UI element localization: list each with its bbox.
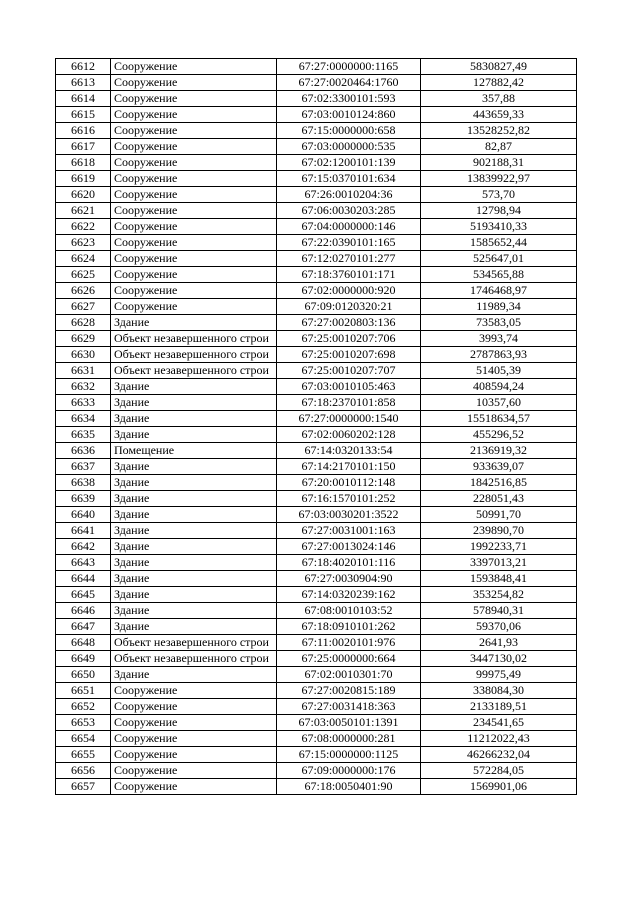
table-row	[56, 779, 577, 795]
cadastral-value-cell: 573,70	[421, 187, 577, 203]
table-row	[56, 715, 577, 731]
table-row	[56, 763, 577, 779]
table-row	[56, 459, 577, 475]
cadastral-value-cell: 1746468,97	[421, 283, 577, 299]
cadastral-value-cell: 572284,05	[421, 763, 577, 779]
row-number-cell: 6615	[56, 107, 111, 123]
object-type-cell: Сооружение	[111, 683, 277, 699]
row-number-cell: 6652	[56, 699, 111, 715]
row-number-cell: 6642	[56, 539, 111, 555]
cadastral-value-cell: 5193410,33	[421, 219, 577, 235]
object-type-cell: Здание	[111, 475, 277, 491]
object-type-cell: Сооружение	[111, 123, 277, 139]
cadastral-value-cell: 10357,60	[421, 395, 577, 411]
row-number-cell: 6644	[56, 571, 111, 587]
cadastral-value-cell: 3447130,02	[421, 651, 577, 667]
cadastral-value-cell: 408594,24	[421, 379, 577, 395]
object-type-cell: Здание	[111, 667, 277, 683]
table-row	[56, 619, 577, 635]
row-number-cell: 6633	[56, 395, 111, 411]
object-type-cell: Сооружение	[111, 699, 277, 715]
cadastral-value-cell: 353254,82	[421, 587, 577, 603]
cadastral-number-cell: 67:18:4020101:116	[277, 555, 421, 571]
cadastral-number-cell: 67:03:0010124:860	[277, 107, 421, 123]
cadastral-value-cell: 99975,49	[421, 667, 577, 683]
object-type-cell: Сооружение	[111, 267, 277, 283]
cadastral-value-cell: 15518634,57	[421, 411, 577, 427]
object-type-cell: Объект незавершенного строи	[111, 347, 277, 363]
row-number-cell: 6616	[56, 123, 111, 139]
table-row	[56, 91, 577, 107]
cadastral-number-cell: 67:09:0120320:21	[277, 299, 421, 315]
cadastral-number-cell: 67:27:0020464:1760	[277, 75, 421, 91]
row-number-cell: 6635	[56, 427, 111, 443]
cadastral-number-cell: 67:27:0020815:189	[277, 683, 421, 699]
object-type-cell: Здание	[111, 539, 277, 555]
cadastral-value-cell: 3993,74	[421, 331, 577, 347]
cadastral-value-cell: 3397013,21	[421, 555, 577, 571]
cadastral-value-cell: 2133189,51	[421, 699, 577, 715]
table-row	[56, 555, 577, 571]
object-type-cell: Сооружение	[111, 75, 277, 91]
table-row	[56, 523, 577, 539]
cadastral-value-cell: 1842516,85	[421, 475, 577, 491]
object-type-cell: Здание	[111, 491, 277, 507]
cadastral-number-cell: 67:09:0000000:176	[277, 763, 421, 779]
cadastral-number-cell: 67:14:2170101:150	[277, 459, 421, 475]
row-number-cell: 6621	[56, 203, 111, 219]
table-row	[56, 155, 577, 171]
object-type-cell: Здание	[111, 555, 277, 571]
row-number-cell: 6626	[56, 283, 111, 299]
object-type-cell: Сооружение	[111, 219, 277, 235]
cadastral-value-cell: 534565,88	[421, 267, 577, 283]
cadastral-number-cell: 67:26:0010204:36	[277, 187, 421, 203]
cadastral-number-cell: 67:15:0000000:1125	[277, 747, 421, 763]
cadastral-value-cell: 82,87	[421, 139, 577, 155]
table-row	[56, 283, 577, 299]
object-type-cell: Сооружение	[111, 187, 277, 203]
cadastral-number-cell: 67:27:0000000:1165	[277, 59, 421, 75]
object-type-cell: Здание	[111, 427, 277, 443]
row-number-cell: 6623	[56, 235, 111, 251]
cadastral-value-cell: 51405,39	[421, 363, 577, 379]
cadastral-number-cell: 67:06:0030203:285	[277, 203, 421, 219]
row-number-cell: 6651	[56, 683, 111, 699]
cadastral-number-cell: 67:03:0030201:3522	[277, 507, 421, 523]
cadastral-number-cell: 67:03:0050101:1391	[277, 715, 421, 731]
table-row	[56, 507, 577, 523]
table-row	[56, 107, 577, 123]
registry-table-body	[56, 59, 577, 795]
cadastral-value-cell: 443659,33	[421, 107, 577, 123]
row-number-cell: 6622	[56, 219, 111, 235]
table-row	[56, 267, 577, 283]
table-row	[56, 635, 577, 651]
row-number-cell: 6639	[56, 491, 111, 507]
row-number-cell: 6629	[56, 331, 111, 347]
object-type-cell: Сооружение	[111, 59, 277, 75]
row-number-cell: 6627	[56, 299, 111, 315]
row-number-cell: 6640	[56, 507, 111, 523]
table-row	[56, 651, 577, 667]
row-number-cell: 6631	[56, 363, 111, 379]
cadastral-number-cell: 67:27:0013024:146	[277, 539, 421, 555]
cadastral-value-cell: 13839922,97	[421, 171, 577, 187]
cadastral-number-cell: 67:27:0031418:363	[277, 699, 421, 715]
object-type-cell: Объект незавершенного строи	[111, 331, 277, 347]
row-number-cell: 6649	[56, 651, 111, 667]
table-row	[56, 667, 577, 683]
object-type-cell: Здание	[111, 395, 277, 411]
object-type-cell: Здание	[111, 507, 277, 523]
cadastral-value-cell: 46266232,04	[421, 747, 577, 763]
object-type-cell: Сооружение	[111, 91, 277, 107]
cadastral-value-cell: 455296,52	[421, 427, 577, 443]
row-number-cell: 6614	[56, 91, 111, 107]
cadastral-number-cell: 67:02:0010301:70	[277, 667, 421, 683]
object-type-cell: Здание	[111, 315, 277, 331]
table-row	[56, 251, 577, 267]
object-type-cell: Здание	[111, 603, 277, 619]
table-row	[56, 187, 577, 203]
object-type-cell: Здание	[111, 587, 277, 603]
object-type-cell: Сооружение	[111, 139, 277, 155]
table-row	[56, 699, 577, 715]
cadastral-number-cell: 67:11:0020101:976	[277, 635, 421, 651]
cadastral-number-cell: 67:02:0000000:920	[277, 283, 421, 299]
row-number-cell: 6613	[56, 75, 111, 91]
cadastral-number-cell: 67:18:3760101:171	[277, 267, 421, 283]
table-row	[56, 539, 577, 555]
table-row	[56, 603, 577, 619]
row-number-cell: 6655	[56, 747, 111, 763]
object-type-cell: Сооружение	[111, 763, 277, 779]
table-row	[56, 139, 577, 155]
cadastral-number-cell: 67:25:0000000:664	[277, 651, 421, 667]
cadastral-value-cell: 127882,42	[421, 75, 577, 91]
cadastral-value-cell: 11989,34	[421, 299, 577, 315]
table-row	[56, 427, 577, 443]
row-number-cell: 6632	[56, 379, 111, 395]
row-number-cell: 6654	[56, 731, 111, 747]
table-row	[56, 123, 577, 139]
object-type-cell: Объект незавершенного строи	[111, 363, 277, 379]
cadastral-value-cell: 578940,31	[421, 603, 577, 619]
cadastral-value-cell: 1569901,06	[421, 779, 577, 795]
row-number-cell: 6646	[56, 603, 111, 619]
object-type-cell: Здание	[111, 523, 277, 539]
table-row	[56, 331, 577, 347]
cadastral-value-cell: 73583,05	[421, 315, 577, 331]
cadastral-number-cell: 67:02:3300101:593	[277, 91, 421, 107]
cadastral-number-cell: 67:14:0320133:54	[277, 443, 421, 459]
cadastral-number-cell: 67:02:0060202:128	[277, 427, 421, 443]
cadastral-number-cell: 67:20:0010112:148	[277, 475, 421, 491]
cadastral-number-cell: 67:14:0320239:162	[277, 587, 421, 603]
cadastral-number-cell: 67:27:0000000:1540	[277, 411, 421, 427]
table-row	[56, 571, 577, 587]
cadastral-value-cell: 13528252,82	[421, 123, 577, 139]
object-type-cell: Здание	[111, 379, 277, 395]
object-type-cell: Сооружение	[111, 171, 277, 187]
object-type-cell: Сооружение	[111, 283, 277, 299]
table-row	[56, 75, 577, 91]
cadastral-value-cell: 234541,65	[421, 715, 577, 731]
row-number-cell: 6656	[56, 763, 111, 779]
object-type-cell: Сооружение	[111, 235, 277, 251]
table-row	[56, 731, 577, 747]
cadastral-value-cell: 1585652,44	[421, 235, 577, 251]
object-type-cell: Сооружение	[111, 299, 277, 315]
cadastral-number-cell: 67:27:0030904:90	[277, 571, 421, 587]
table-row	[56, 315, 577, 331]
table-row	[56, 203, 577, 219]
cadastral-value-cell: 2787863,93	[421, 347, 577, 363]
row-number-cell: 6620	[56, 187, 111, 203]
cadastral-value-cell: 2641,93	[421, 635, 577, 651]
table-row	[56, 219, 577, 235]
cadastral-number-cell: 67:15:0370101:634	[277, 171, 421, 187]
cadastral-value-cell: 933639,07	[421, 459, 577, 475]
table-row	[56, 395, 577, 411]
row-number-cell: 6618	[56, 155, 111, 171]
cadastral-number-cell: 67:04:0000000:146	[277, 219, 421, 235]
cadastral-number-cell: 67:15:0000000:658	[277, 123, 421, 139]
object-type-cell: Помещение	[111, 443, 277, 459]
row-number-cell: 6643	[56, 555, 111, 571]
object-type-cell: Сооружение	[111, 203, 277, 219]
table-row	[56, 347, 577, 363]
object-type-cell: Сооружение	[111, 779, 277, 795]
row-number-cell: 6617	[56, 139, 111, 155]
cadastral-value-cell: 50991,70	[421, 507, 577, 523]
row-number-cell: 6650	[56, 667, 111, 683]
object-type-cell: Здание	[111, 411, 277, 427]
row-number-cell: 6645	[56, 587, 111, 603]
row-number-cell: 6619	[56, 171, 111, 187]
table-row	[56, 379, 577, 395]
cadastral-number-cell: 67:18:0050401:90	[277, 779, 421, 795]
object-type-cell: Сооружение	[111, 747, 277, 763]
row-number-cell: 6612	[56, 59, 111, 75]
cadastral-value-cell: 525647,01	[421, 251, 577, 267]
table-row	[56, 363, 577, 379]
cadastral-number-cell: 67:22:0390101:165	[277, 235, 421, 251]
object-type-cell: Сооружение	[111, 155, 277, 171]
cadastral-value-cell: 1593848,41	[421, 571, 577, 587]
property-registry-table	[55, 58, 577, 795]
cadastral-number-cell: 67:12:0270101:277	[277, 251, 421, 267]
row-number-cell: 6625	[56, 267, 111, 283]
table-row	[56, 235, 577, 251]
cadastral-number-cell: 67:03:0010105:463	[277, 379, 421, 395]
table-row	[56, 299, 577, 315]
cadastral-value-cell: 357,88	[421, 91, 577, 107]
cadastral-number-cell: 67:25:0010207:706	[277, 331, 421, 347]
table-row	[56, 747, 577, 763]
row-number-cell: 6657	[56, 779, 111, 795]
cadastral-value-cell: 239890,70	[421, 523, 577, 539]
row-number-cell: 6641	[56, 523, 111, 539]
object-type-cell: Сооружение	[111, 731, 277, 747]
cadastral-number-cell: 67:25:0010207:698	[277, 347, 421, 363]
table-row	[56, 59, 577, 75]
cadastral-number-cell: 67:27:0031001:163	[277, 523, 421, 539]
cadastral-value-cell: 12798,94	[421, 203, 577, 219]
row-number-cell: 6638	[56, 475, 111, 491]
cadastral-value-cell: 59370,06	[421, 619, 577, 635]
row-number-cell: 6624	[56, 251, 111, 267]
table-row	[56, 171, 577, 187]
cadastral-number-cell: 67:08:0010103:52	[277, 603, 421, 619]
row-number-cell: 6637	[56, 459, 111, 475]
object-type-cell: Сооружение	[111, 251, 277, 267]
object-type-cell: Объект незавершенного строи	[111, 651, 277, 667]
cadastral-number-cell: 67:18:0910101:262	[277, 619, 421, 635]
cadastral-value-cell: 1992233,71	[421, 539, 577, 555]
cadastral-number-cell: 67:27:0020803:136	[277, 315, 421, 331]
cadastral-value-cell: 228051,43	[421, 491, 577, 507]
row-number-cell: 6647	[56, 619, 111, 635]
table-row	[56, 443, 577, 459]
table-row	[56, 683, 577, 699]
cadastral-value-cell: 5830827,49	[421, 59, 577, 75]
row-number-cell: 6628	[56, 315, 111, 331]
table-row	[56, 411, 577, 427]
table-row	[56, 587, 577, 603]
cadastral-number-cell: 67:02:1200101:139	[277, 155, 421, 171]
row-number-cell: 6634	[56, 411, 111, 427]
cadastral-value-cell: 11212022,43	[421, 731, 577, 747]
row-number-cell: 6648	[56, 635, 111, 651]
cadastral-value-cell: 2136919,32	[421, 443, 577, 459]
cadastral-number-cell: 67:18:2370101:858	[277, 395, 421, 411]
cadastral-value-cell: 902188,31	[421, 155, 577, 171]
table-row	[56, 475, 577, 491]
row-number-cell: 6630	[56, 347, 111, 363]
object-type-cell: Здание	[111, 459, 277, 475]
row-number-cell: 6653	[56, 715, 111, 731]
cadastral-number-cell: 67:08:0000000:281	[277, 731, 421, 747]
cadastral-number-cell: 67:25:0010207:707	[277, 363, 421, 379]
object-type-cell: Здание	[111, 571, 277, 587]
row-number-cell: 6636	[56, 443, 111, 459]
object-type-cell: Сооружение	[111, 715, 277, 731]
object-type-cell: Объект незавершенного строи	[111, 635, 277, 651]
cadastral-number-cell: 67:16:1570101:252	[277, 491, 421, 507]
object-type-cell: Здание	[111, 619, 277, 635]
table-row	[56, 491, 577, 507]
object-type-cell: Сооружение	[111, 107, 277, 123]
cadastral-value-cell: 338084,30	[421, 683, 577, 699]
cadastral-number-cell: 67:03:0000000:535	[277, 139, 421, 155]
